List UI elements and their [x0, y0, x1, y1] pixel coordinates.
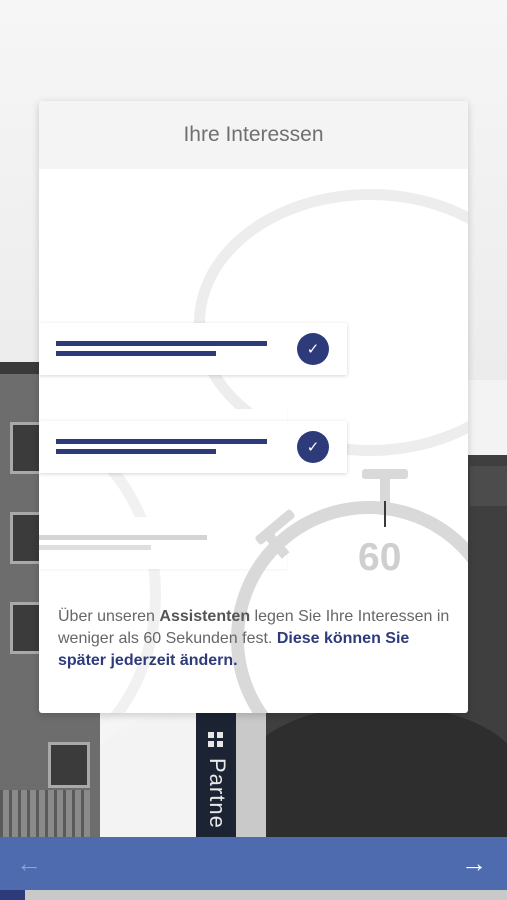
bottom-navigation-bar	[0, 837, 507, 890]
progress-fill	[0, 890, 25, 900]
onboarding-card	[39, 101, 468, 713]
background-post	[236, 712, 266, 837]
grid-icon	[208, 732, 224, 748]
background-sign	[196, 712, 236, 837]
progress-bar	[0, 890, 507, 900]
background-fence	[0, 790, 90, 837]
background-roof	[470, 466, 507, 506]
assistant-description: Über unseren Assistenten legen Sie Ihre Interessen in weniger als 60 Sekunden fest. Diese können Sie später jederzeit ändern.	[58, 608, 450, 669]
interest-item	[39, 421, 347, 473]
card-title: Ihre Interessen	[183, 123, 324, 146]
interest-item-faded	[39, 517, 287, 569]
stopwatch-hand	[384, 501, 386, 527]
assistant-keyword: Assistenten	[159, 608, 251, 625]
next-arrow-icon[interactable]: →	[461, 848, 487, 878]
back-arrow-icon[interactable]: ←	[16, 848, 42, 878]
card-header	[39, 101, 468, 169]
check-icon: ✓	[297, 431, 329, 463]
sign-text: Partne	[205, 758, 230, 829]
stopwatch-crown	[362, 469, 408, 479]
card-illustration	[39, 169, 468, 713]
change-later-note: Diese können Sie später jederzeit ändern.	[58, 630, 410, 669]
timer-value: 60	[358, 536, 402, 579]
interest-item	[39, 323, 347, 375]
check-icon: ✓	[297, 333, 329, 365]
